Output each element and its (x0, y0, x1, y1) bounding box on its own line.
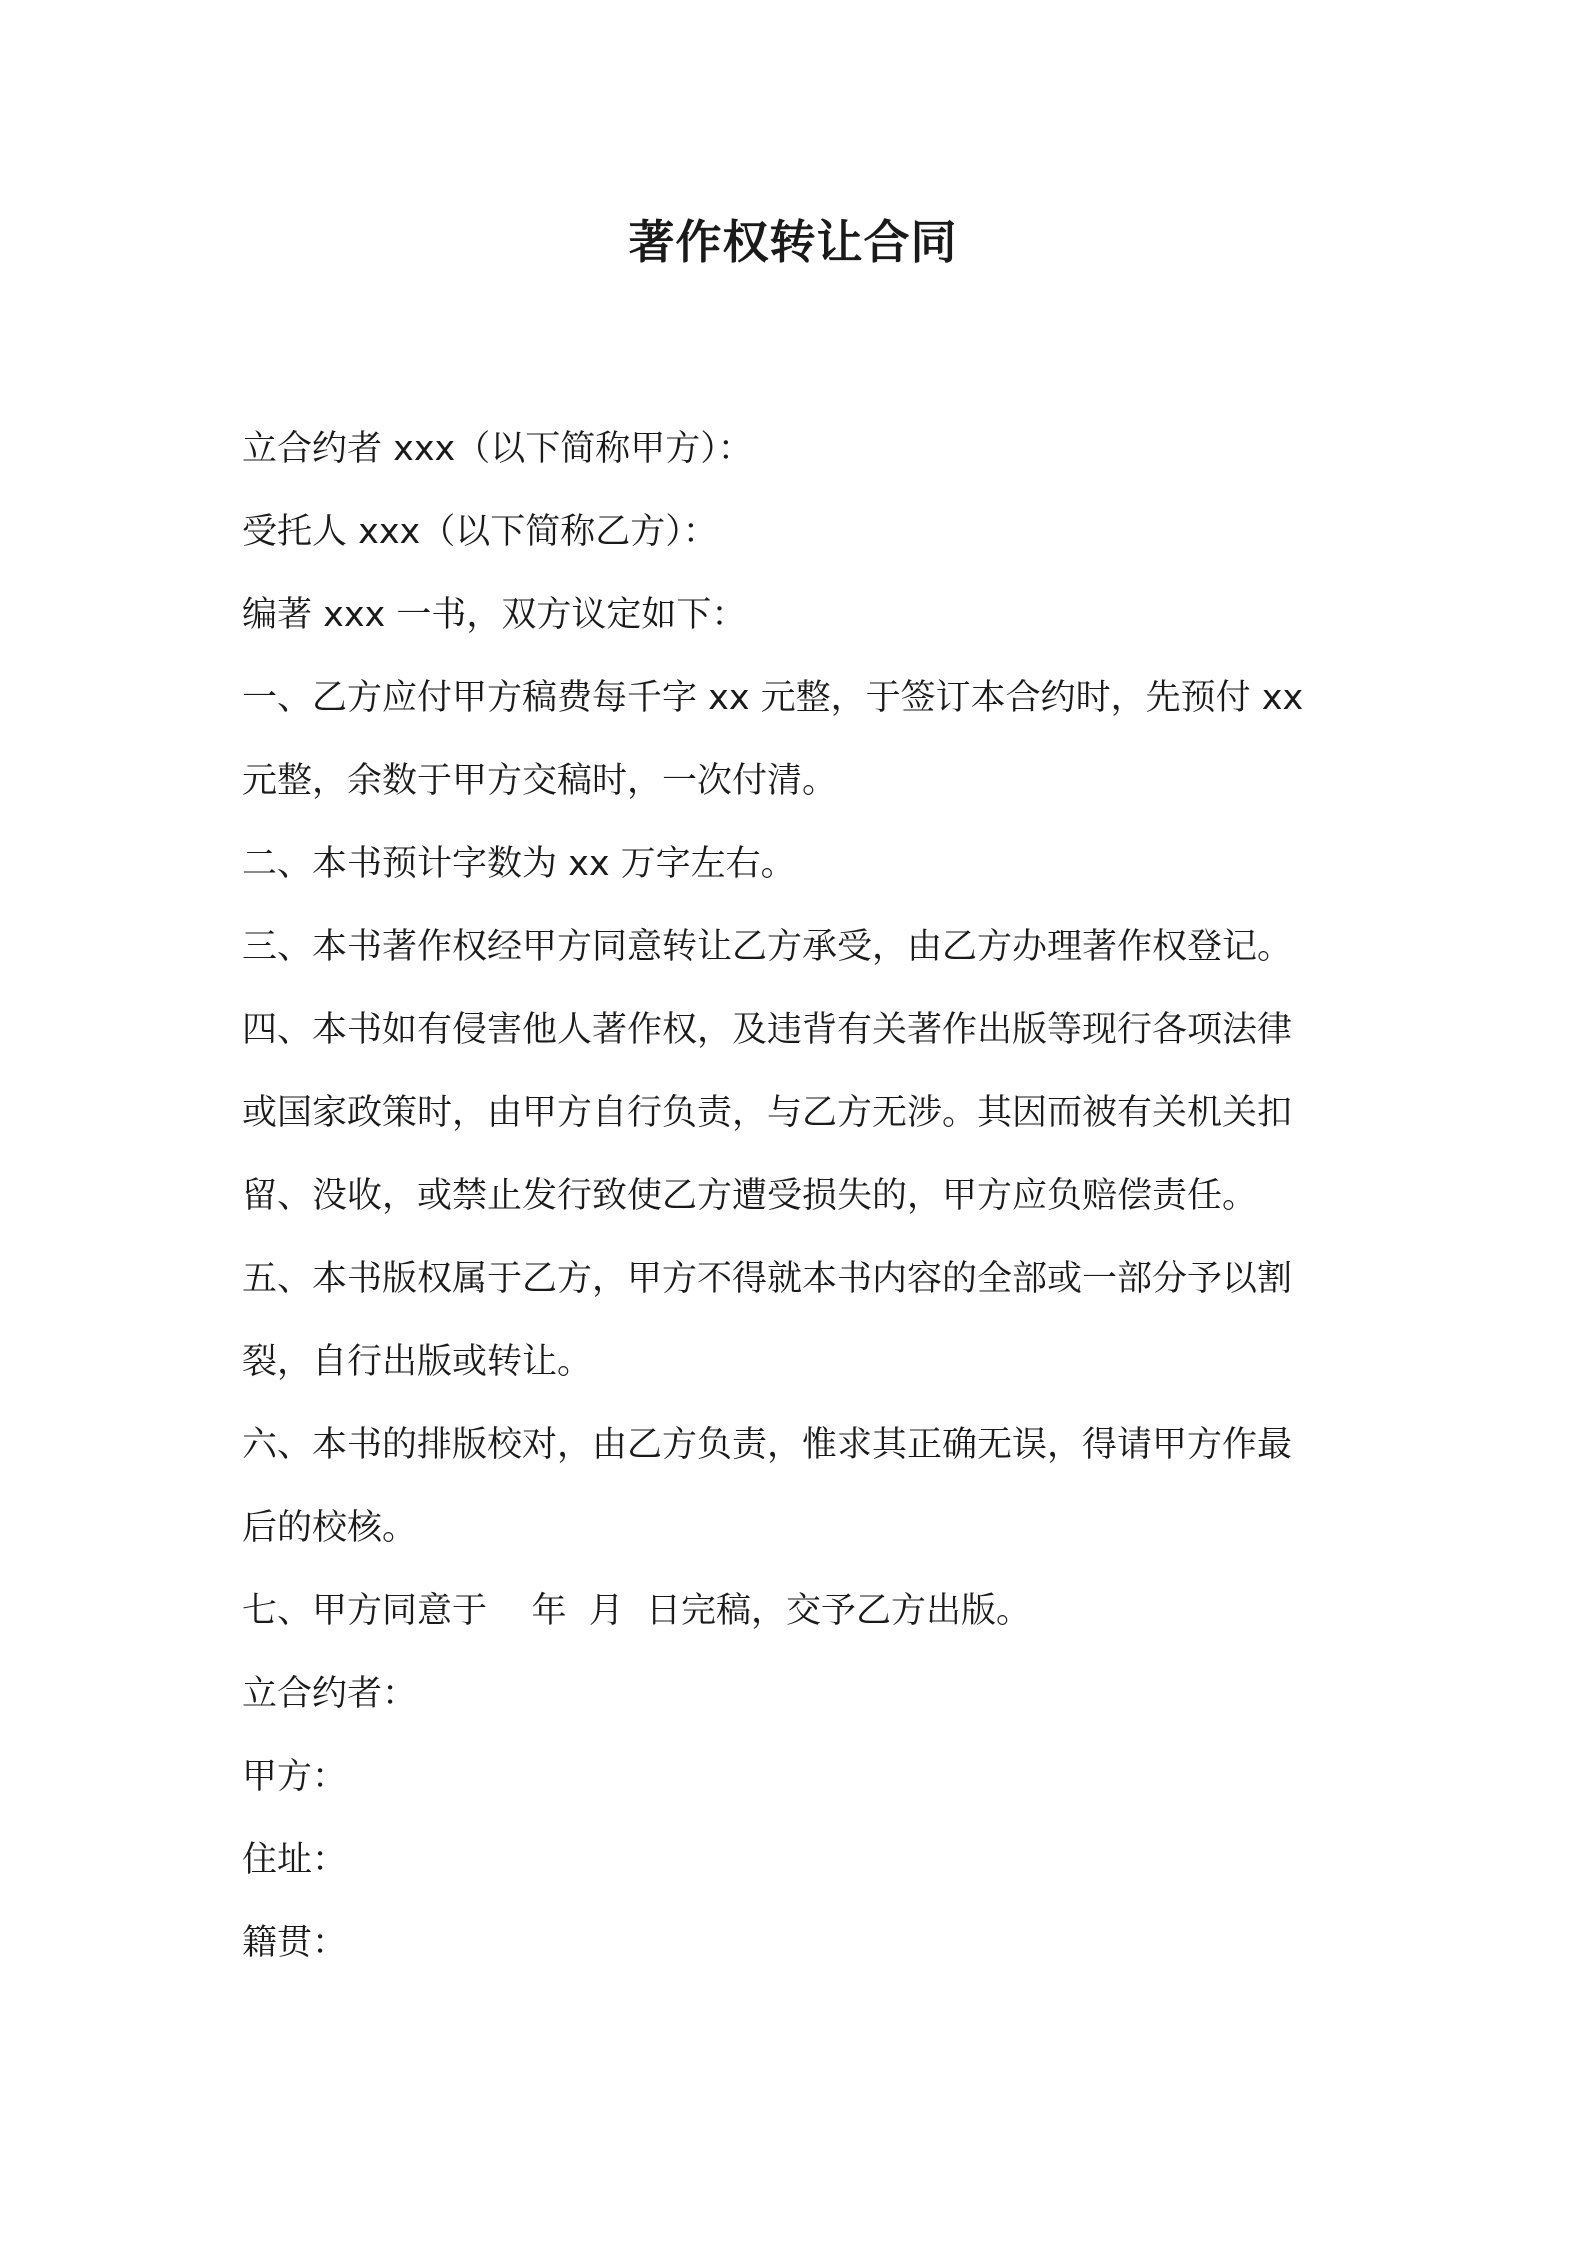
clause-4-line-1: 四、本书如有侵害他人著作权，及违背有关著作出版等现行各项法律 (242, 1010, 1293, 1050)
party-b-line: 受托人 xxx（以下简称乙方）： (242, 512, 718, 552)
clause-4-line-2: 或国家政策时，由甲方自行负责，与乙方无涉。其因而被有关机关扣 (242, 1093, 1293, 1133)
clause-6-line-2: 后的校核。 (242, 1508, 418, 1548)
clause-6-line-1: 六、本书的排版校对，由乙方负责，惟求其正确无误，得请甲方作最 (242, 1425, 1293, 1465)
intro-line: 编著 xxx 一书，双方议定如下： (242, 595, 747, 635)
clause-7-line: 七、甲方同意于 年 月 日完稿，交予乙方出版。 (242, 1591, 1032, 1631)
clause-4-line-3: 留、没收，或禁止发行致使乙方遭受损失的，甲方应负赔偿责任。 (242, 1176, 1258, 1216)
clause-5-line-1: 五、本书版权属于乙方，甲方不得就本书内容的全部或一部分予以割 (242, 1259, 1293, 1299)
party-a-label: 甲方： (242, 1757, 348, 1797)
signatory-label: 立合约者： (242, 1674, 418, 1714)
address-label: 住址： (242, 1840, 348, 1880)
native-place-label: 籍贯： (242, 1923, 348, 1963)
clause-3-line: 三、本书著作权经甲方同意转让乙方承受，由乙方办理著作权登记。 (242, 927, 1293, 967)
party-a-line: 立合约者 xxx（以下简称甲方）： (242, 429, 753, 469)
contract-body (242, 408, 1362, 1985)
clause-1-line-1: 一、乙方应付甲方稿费每千字 xx 元整，于签订本合约时，先预付 xx (242, 678, 1304, 718)
clause-2-line: 二、本书预计字数为 xx 万字左右。 (242, 844, 796, 884)
document-title: 著作权转让合同 (628, 215, 958, 269)
clause-5-line-2: 裂，自行出版或转让。 (242, 1342, 593, 1382)
clause-1-line-2: 元整，余数于甲方交稿时，一次付清。 (242, 761, 838, 801)
